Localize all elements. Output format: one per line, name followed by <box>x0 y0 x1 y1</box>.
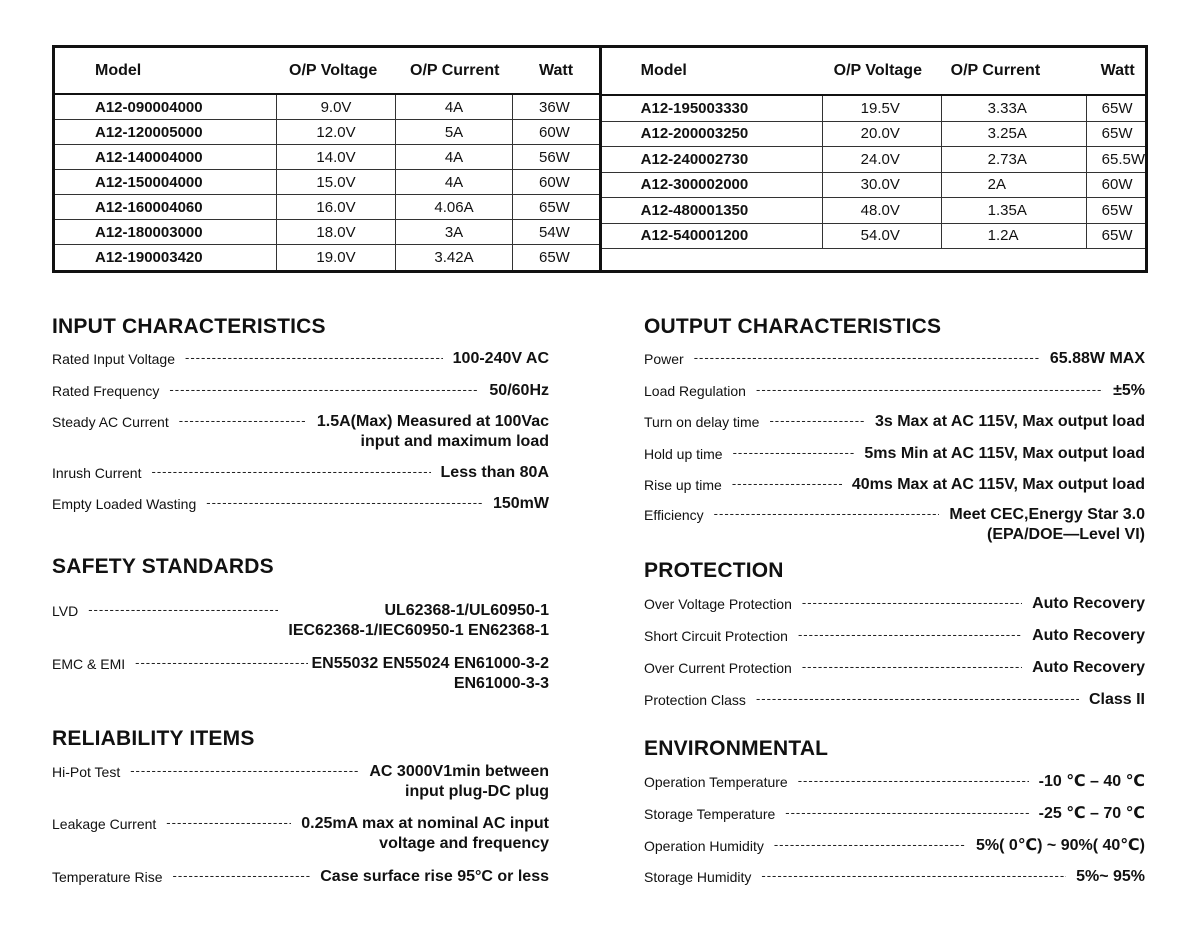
dot-leader <box>185 353 443 363</box>
spec-row-temperature-rise <box>52 867 549 887</box>
spec-row-efficiency <box>644 505 1145 545</box>
dot-leader <box>732 479 842 489</box>
spec-label: Storage Temperature <box>644 806 776 822</box>
dot-leader <box>179 416 307 426</box>
spec-label: Inrush Current <box>52 465 142 481</box>
model-cell: A12-240002730 <box>602 147 823 172</box>
spec-value: Class II <box>1088 691 1145 708</box>
watt-cell: 65W <box>1101 99 1133 117</box>
model-cell: A12-140004000 <box>55 145 277 169</box>
voltage-cell: 19.0V <box>277 245 396 270</box>
dot-leader <box>802 662 1022 672</box>
watt-cell: 65W <box>1101 227 1133 245</box>
dot-leader <box>761 871 1066 881</box>
voltage-cell: 18.0V <box>277 220 396 244</box>
spec-label: Empty Loaded Wasting <box>52 496 197 512</box>
current-cell: 3.42A <box>396 245 513 270</box>
safety-standards-title: SAFETY STANDARDS <box>52 555 274 578</box>
watt-cell: 54W <box>539 223 570 241</box>
spec-value: 65.88W MAX <box>1049 350 1145 367</box>
spec-label: Rated Frequency <box>52 383 160 399</box>
spec-label: Operation Temperature <box>644 774 788 790</box>
reliability-items-title: RELIABILITY ITEMS <box>52 727 255 750</box>
spec-row-short-circuit-protection <box>644 626 1145 646</box>
current-cell: 2.73A <box>942 147 1087 172</box>
spec-label: Rated Input Voltage <box>52 351 175 367</box>
spec-value: AC 3000V1min between input plug-DC plug <box>369 763 549 800</box>
spec-row-empty-loaded-wasting <box>52 494 549 514</box>
spec-row-rated-input-voltage <box>52 349 549 369</box>
header-watt: Watt <box>1100 62 1135 79</box>
watt-cell: 60W <box>1101 176 1133 194</box>
current-cell: 4A <box>396 95 513 119</box>
dot-leader <box>151 467 430 477</box>
dot-leader <box>694 353 1040 363</box>
input-characteristics-title: INPUT CHARACTERISTICS <box>52 315 326 338</box>
current-cell: 3A <box>396 220 513 244</box>
current-cell: 1.2A <box>942 224 1087 249</box>
spec-row-over-current-protection <box>644 658 1145 678</box>
spec-value: UL62368-1/UL60950-1 IEC62368-1/IEC60950-1 EN62368-1 <box>288 602 549 639</box>
left-spec-column <box>52 0 549 930</box>
spec-row-storage-humidity <box>644 867 1145 887</box>
voltage-cell: 48.0V <box>823 198 942 223</box>
model-cell: A12-190003420 <box>55 245 277 270</box>
header-voltage: O/P Voltage <box>289 61 378 79</box>
spec-value: 5ms Min at AC 115V, Max output load <box>864 445 1145 462</box>
current-cell: 4.06A <box>396 195 513 219</box>
current-cell: 2A <box>942 173 1087 198</box>
watt-cell: 65W <box>539 249 570 267</box>
voltage-cell: 16.0V <box>277 195 396 219</box>
spec-row-protection-class <box>644 690 1145 710</box>
spec-value: 5%~ 95% <box>1076 868 1145 885</box>
spec-row-lvd <box>52 601 549 641</box>
dot-leader <box>798 630 1022 640</box>
dot-leader <box>130 766 359 776</box>
watt-cell: 60W <box>539 123 570 141</box>
spec-row-hold-up-time <box>644 444 1145 464</box>
voltage-cell: 30.0V <box>823 173 942 198</box>
spec-row-power <box>644 349 1145 369</box>
output-characteristics-title: OUTPUT CHARACTERISTICS <box>644 315 942 338</box>
spec-value: EN55032 EN55024 EN61000-3-2 EN61000-3-3 <box>311 655 549 692</box>
header-model: Model <box>640 62 687 79</box>
spec-value: 3s Max at AC 115V, Max output load <box>874 413 1145 430</box>
voltage-cell: 24.0V <box>823 147 942 172</box>
spec-label: Leakage Current <box>52 816 157 832</box>
spec-label: Protection Class <box>644 692 746 708</box>
model-cell: A12-180003000 <box>55 220 277 244</box>
spec-value: Meet CEC,Energy Star 3.0 (EPA/DOE—Level VI) <box>949 506 1145 543</box>
spec-row-rated-frequency <box>52 381 549 401</box>
voltage-cell: 20.0V <box>823 122 942 147</box>
spec-label: Hi-Pot Test <box>52 764 121 780</box>
spec-row-steady-ac-current <box>52 412 549 452</box>
voltage-cell: 15.0V <box>277 170 396 194</box>
spec-row-over-voltage-protection <box>644 594 1145 614</box>
spec-value: 1.5A(Max) Measured at 100Vac input and maximum load <box>316 413 549 450</box>
model-cell: A12-540001200 <box>602 224 823 249</box>
dot-leader <box>169 385 479 395</box>
spec-label: Steady AC Current <box>52 414 169 430</box>
spec-label: Efficiency <box>644 507 704 523</box>
spec-label: EMC & EMI <box>52 656 126 672</box>
dot-leader <box>802 598 1022 608</box>
watt-cell: 36W <box>539 98 570 116</box>
spec-value: ±5% <box>1113 382 1145 399</box>
spec-label: Short Circuit Protection <box>644 628 788 644</box>
dot-leader <box>206 498 483 508</box>
spec-label: Temperature Rise <box>52 869 163 885</box>
spec-row-operation-humidity <box>644 836 1145 856</box>
dot-leader <box>769 416 865 426</box>
spec-value: Auto Recovery <box>1032 659 1145 676</box>
spec-label: Over Voltage Protection <box>644 596 792 612</box>
dot-leader <box>756 694 1079 704</box>
spec-label: LVD <box>52 603 79 619</box>
voltage-cell: 9.0V <box>277 95 396 119</box>
header-watt: Watt <box>539 61 574 79</box>
spec-value: Auto Recovery <box>1032 627 1145 644</box>
watt-cell: 60W <box>539 173 570 191</box>
dot-leader <box>88 605 278 615</box>
model-cell: A12-160004060 <box>55 195 277 219</box>
right-spec-column <box>644 0 1145 930</box>
voltage-cell: 19.5V <box>823 96 942 121</box>
spec-label: Turn on delay time <box>644 414 760 430</box>
spec-row-rise-up-time <box>644 475 1145 495</box>
current-cell: 3.33A <box>942 96 1087 121</box>
spec-label: Over Current Protection <box>644 660 792 676</box>
watt-cell: 65W <box>539 198 570 216</box>
spec-value: Less than 80A <box>440 464 549 481</box>
model-cell: A12-300002000 <box>602 173 823 198</box>
spec-row-operation-temperature <box>644 772 1145 792</box>
current-cell: 5A <box>396 120 513 144</box>
watt-cell: 65.5W <box>1101 150 1145 168</box>
spec-value: 40ms Max at AC 115V, Max output load <box>851 476 1145 493</box>
spec-row-hi-pot-test <box>52 762 549 802</box>
spec-value: 100-240V AC <box>452 350 549 367</box>
current-cell: 4A <box>396 145 513 169</box>
spec-value: Case surface rise 95°C or less <box>320 868 549 885</box>
spec-value: -10 ℃ – 40 ℃ <box>1038 773 1145 790</box>
environmental-title: ENVIRONMENTAL <box>644 737 829 760</box>
dot-leader <box>714 509 940 519</box>
model-cell: A12-150004000 <box>55 170 277 194</box>
spec-row-load-regulation <box>644 381 1145 401</box>
dot-leader <box>756 385 1103 395</box>
spec-row-emc-emi <box>52 654 549 694</box>
voltage-cell: 12.0V <box>277 120 396 144</box>
protection-title: PROTECTION <box>644 559 784 582</box>
dot-leader <box>774 840 966 850</box>
header-current: O/P Current <box>410 61 500 79</box>
model-cell: A12-090004000 <box>55 95 277 119</box>
spec-value: 0.25mA max at nominal AC input voltage and frequency <box>301 815 549 852</box>
current-cell: 3.25A <box>942 122 1087 147</box>
spec-value: 5%( 0℃) ~ 90%( 40℃) <box>975 837 1145 854</box>
header-current: O/P Current <box>950 62 1041 79</box>
spec-label: Load Regulation <box>644 383 746 399</box>
model-cell: A12-480001350 <box>602 198 823 223</box>
model-cell: A12-120005000 <box>55 120 277 144</box>
model-cell: A12-200003250 <box>602 122 823 147</box>
voltage-cell: 14.0V <box>277 145 396 169</box>
model-cell: A12-195003330 <box>602 96 823 121</box>
spec-label: Operation Humidity <box>644 838 764 854</box>
current-cell: 1.35A <box>942 198 1087 223</box>
spec-value: -25 ℃ – 70 ℃ <box>1038 805 1145 822</box>
dot-leader <box>785 808 1028 818</box>
spec-label: Rise up time <box>644 477 722 493</box>
spec-label: Hold up time <box>644 446 723 462</box>
spec-row-leakage-current <box>52 814 549 854</box>
watt-cell: 56W <box>539 148 570 166</box>
dot-leader <box>173 871 311 881</box>
voltage-cell: 54.0V <box>823 224 942 249</box>
dot-leader <box>733 448 855 458</box>
dot-leader <box>135 658 307 668</box>
spec-value: 150mW <box>492 495 549 512</box>
spec-row-inrush-current <box>52 463 549 483</box>
spec-row-turn-on-delay <box>644 412 1145 432</box>
watt-cell: 65W <box>1101 201 1133 219</box>
spec-value: 50/60Hz <box>489 382 549 399</box>
current-cell: 4A <box>396 170 513 194</box>
spec-row-storage-temperature <box>644 804 1145 824</box>
header-voltage: O/P Voltage <box>833 62 922 79</box>
watt-cell: 65W <box>1101 125 1133 143</box>
header-model: Model <box>95 61 142 79</box>
spec-label: Power <box>644 351 684 367</box>
dot-leader <box>166 818 291 828</box>
spec-label: Storage Humidity <box>644 869 752 885</box>
spec-value: Auto Recovery <box>1032 595 1145 612</box>
dot-leader <box>798 776 1029 786</box>
